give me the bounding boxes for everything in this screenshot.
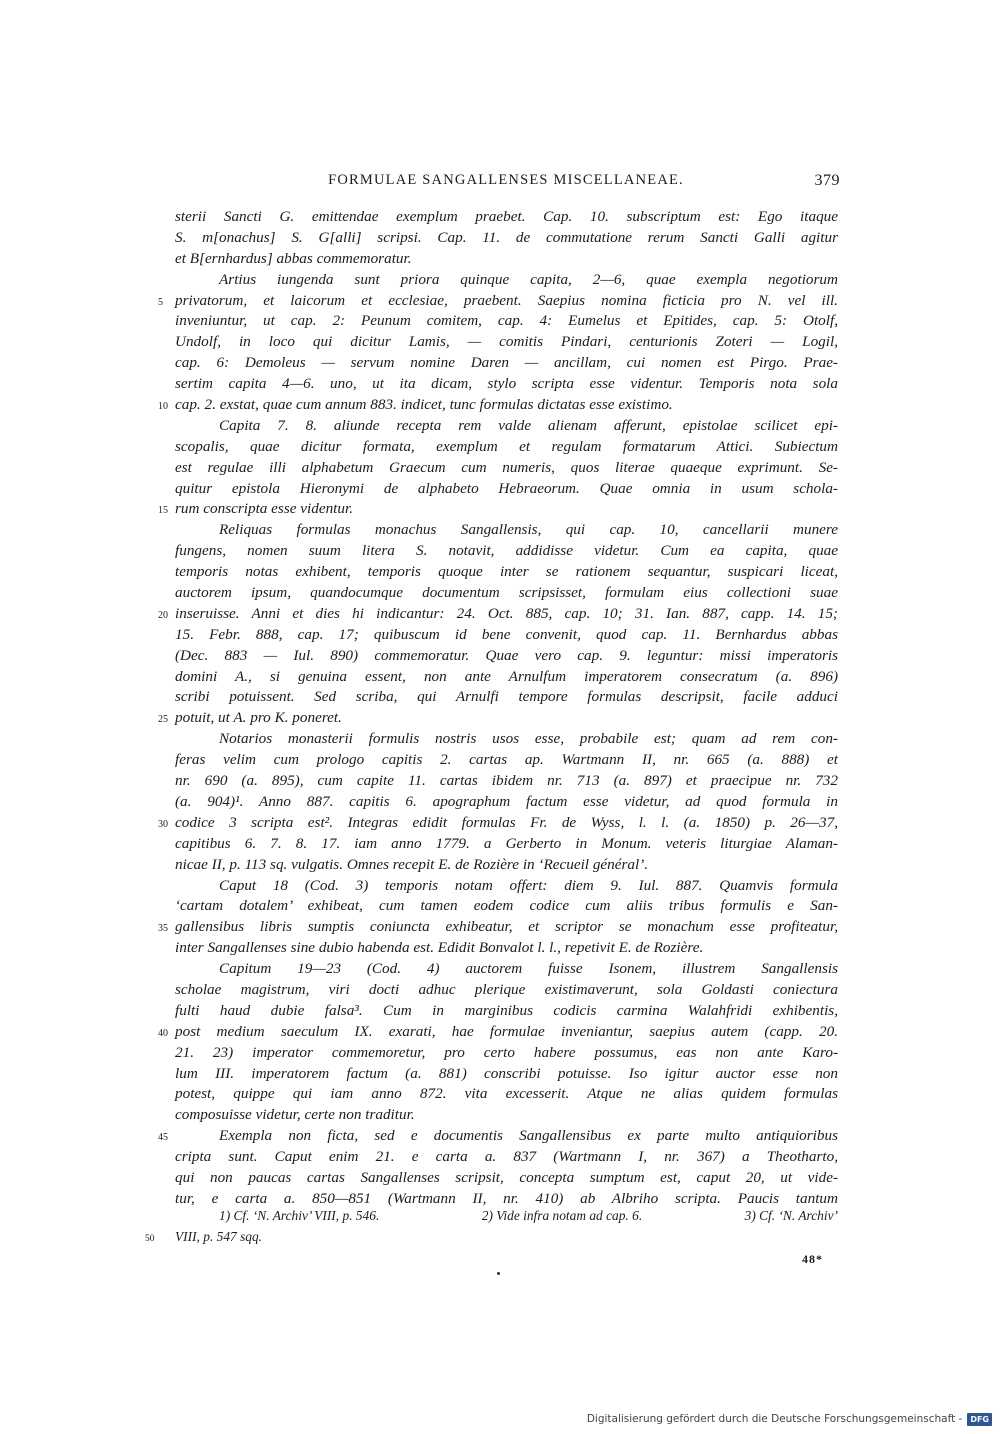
- running-title: FORMULAE SANGALLENSES MISCELLANEAE.: [328, 172, 684, 188]
- line-text: inveniuntur, ut cap. 2: Peunum comitem, cap. 4: Eumelus et Epitides, cap. 5: Otolf,: [175, 312, 838, 330]
- line-text: scopalis, quae dicitur formata, exemplum et regulam formatarum Attici. Subiectum: [175, 437, 838, 455]
- line-text: domini A., si genuina essent, non ante Arnulfum imperatorem consecratum (a. 896): [175, 667, 838, 685]
- text-line: [175, 876, 838, 897]
- text-line: [175, 1168, 838, 1189]
- text-line: [175, 855, 838, 876]
- dfg-logo-icon[interactable]: DFG: [967, 1413, 992, 1426]
- line-text: quitur epistola Hieronymi de alphabeto Hebraeorum. Quae omnia in usum schola-: [175, 479, 838, 497]
- line-text: feras velim cum prologo capitis 2. cartas ap. Wartmann II, nr. 665 (a. 888) et: [175, 751, 838, 769]
- text-line: [175, 374, 838, 395]
- line-text: Reliquas formulas monachus Sangallensis, qui cap. 10, cancellarii munere: [219, 521, 838, 539]
- line-text: inseruisse. Anni et dies hi indicantur: 24. Oct. 885, cap. 10; 31. Ian. 887, capp. 14. 15;: [175, 604, 838, 622]
- text-line: [175, 270, 838, 291]
- footnote-2: 2) Vide infra notam ad cap. 6.: [481, 1208, 643, 1223]
- text-line: [175, 646, 838, 667]
- line-text: Exempla non ficta, sed e documentis Sangallensibus ex parte multo antiquioribus: [219, 1127, 838, 1145]
- text-line: [175, 771, 838, 792]
- line-text: fungens, nomen suum litera S. notavit, addidisse videtur. Cum ea capita, quae: [175, 542, 838, 560]
- text-line: [158, 1126, 838, 1147]
- text-line: [175, 792, 838, 813]
- text-line: [175, 980, 838, 1001]
- line-text: est regulae illi alphabetum Graecum cum numeris, quos literae quaeque exprimunt. Se-: [175, 458, 838, 476]
- text-line: [175, 479, 838, 500]
- text-line: [175, 687, 838, 708]
- text-line: [175, 583, 838, 604]
- text-line: [158, 604, 838, 625]
- line-text: tur, e carta a. 850—851 (Wartmann II, nr. 410) ab Albriho scripta. Paucis tantum: [175, 1189, 838, 1207]
- line-text: temporis notas exhibent, temporis quoque inter se rationem sequantur, suspicari liceat,: [175, 563, 838, 581]
- text-line: [175, 207, 838, 228]
- text-line: [175, 1084, 838, 1105]
- text-line: [175, 625, 838, 646]
- text-line: [175, 332, 838, 353]
- line-text: nicae II, p. 113 sq. vulgatis. Omnes recepit E. de Rozière in ‘Recueil général’.: [175, 855, 649, 873]
- line-text: et B[ernhardus] abbas commemoratur.: [175, 249, 412, 267]
- text-line: [175, 729, 838, 750]
- line-text: sterii Sancti G. emittendae exemplum praebet. Cap. 10. subscriptum est: Ego itaque: [175, 208, 838, 225]
- text-line: [175, 667, 838, 688]
- text-line: [158, 813, 838, 834]
- text-line: [175, 750, 838, 771]
- line-text: Artius iungenda sunt priora quinque capita, 2—6, quae exempla negotiorum: [219, 270, 838, 288]
- text-line: [175, 896, 838, 917]
- line-text: codice 3 scripta est². Integras edidit formulas Fr. de Wyss, l. l. (a. 1850) p. 26—37,: [175, 813, 838, 831]
- footnotes: [145, 1205, 838, 1247]
- digitization-text: Digitalisierung gefördert durch die Deutsche Forschungsgemeinschaft -: [586, 1413, 963, 1425]
- line-number: 25: [158, 714, 168, 726]
- text-line: [175, 1001, 838, 1022]
- text-line: [175, 249, 838, 270]
- line-text: capitibus 6. 7. 8. 17. iam anno 1779. a Gerberto in Monum. veteris liturgiae Alaman-: [175, 834, 838, 852]
- line-number: 15: [158, 505, 168, 517]
- text-line: [175, 834, 838, 855]
- line-text: auctorem ipsum, quandocumque documentum scripsisset, formulam eius collectioni suae: [175, 584, 838, 602]
- text-line: [158, 1022, 838, 1043]
- line-number: 5: [158, 296, 163, 308]
- footnote-row: [175, 1205, 838, 1226]
- line-text: privatorum, et laicorum et ecclesiae, praebent. Saepius nomina ficticia pro N. vel ill.: [175, 291, 838, 309]
- line-text: rum conscripta esse videntur.: [175, 500, 354, 518]
- line-text: inter Sangallenses sine dubio habenda est. Edidit Bonvalot l. l., repetivit E. de Rozière.: [175, 939, 704, 957]
- line-text: scholae magistrum, viri docti adhuc plerique existimaverunt, sola Goldasti coniectura: [175, 980, 838, 998]
- text-line: [175, 1043, 838, 1064]
- line-text: S. m[onachus] S. G[alli] scripsi. Cap. 11. de commutatione rerum Sancti Galli agitur: [175, 228, 838, 246]
- footnote-3: 3) Cf. ‘N. Archiv’: [744, 1208, 838, 1223]
- signature-mark: 48*: [802, 1252, 823, 1266]
- line-text: (Dec. 883 — Iul. 890) commemoratur. Quae vero cap. 9. leguntur: missi imperatoris: [175, 646, 838, 664]
- line-text: nr. 690 (a. 895), cum capite 11. cartas ibidem nr. 713 (a. 897) et praecipue nr. 732: [175, 772, 838, 790]
- text-line: [175, 562, 838, 583]
- text-line: [158, 499, 838, 520]
- text-line: [158, 708, 838, 729]
- line-text: Undolf, in loco qui dicitur Lamis, — comitis Pindari, centurionis Zoteri — Logil,: [175, 333, 838, 351]
- text-line: [175, 520, 838, 541]
- text-line: [175, 416, 838, 437]
- line-number: 30: [158, 818, 168, 830]
- line-text: Capita 7. 8. aliunde recepta rem valde alienam afferunt, epistolae scilicet epi-: [219, 416, 838, 434]
- line-number: 40: [158, 1027, 168, 1039]
- line-text: 21. 23) imperator commemoretur, pro certo habere possumus, eas non ante Karo-: [175, 1043, 838, 1061]
- line-text: Caput 18 (Cod. 3) temporis notam offert: diem 9. Iul. 887. Quamvis formula: [219, 876, 838, 894]
- text-line: [175, 1064, 838, 1085]
- page-number: 379: [814, 172, 840, 189]
- line-text: 15. Febr. 888, cap. 17; quibuscum id bene convenit, quod cap. 11. Bernhardus abbas: [175, 625, 838, 643]
- text-line: [175, 541, 838, 562]
- text-line: [175, 353, 838, 374]
- footnote-3-continuation: VIII, p. 547 sqq.: [175, 1229, 263, 1244]
- line-number: 50: [145, 1234, 155, 1244]
- line-text: cap. 6: Demoleus — servum nomine Daren — ancillam, cui nomen est Pirgo. Prae-: [175, 354, 838, 372]
- footnote-1: 1) Cf. ‘N. Archiv’ VIII, p. 546.: [219, 1208, 380, 1223]
- line-number: 10: [158, 401, 168, 413]
- text-line: [175, 938, 838, 959]
- line-text: (a. 904)¹. Anno 887. capitis 6. apographum factum esse videtur, ad quod formula in: [175, 792, 838, 810]
- text-line: [175, 437, 838, 458]
- footnote-continuation: [145, 1226, 838, 1247]
- line-text: cap. 2. exstat, quae cum annum 883. indicet, tunc formulas dictatas esse existimo.: [175, 396, 673, 414]
- text-line: [175, 458, 838, 479]
- line-text: scribi potuissent. Sed scriba, qui Arnulfi tempore formulas descripsit, facile adduci: [175, 688, 838, 706]
- line-number: 20: [158, 609, 168, 621]
- line-text: sertim capita 4—6. uno, ut ita dicam, stylo scripta esse videntur. Temporis nota sola: [175, 375, 838, 393]
- text-line: [175, 311, 838, 332]
- line-number: 35: [158, 923, 168, 935]
- text-line: [175, 1147, 838, 1168]
- line-text: composuisse videtur, certe non traditur.: [175, 1106, 415, 1124]
- line-text: fulti haud dubie falsa³. Cum in marginibus codicis carmina Walahfridi exhibentis,: [175, 1001, 838, 1019]
- running-head: [172, 172, 840, 196]
- text-line: [175, 959, 838, 980]
- line-text: Capitum 19—23 (Cod. 4) auctorem fuisse Isonem, illustrem Sangallensis: [219, 960, 838, 978]
- line-text: potest, quippe qui iam anno 872. vita excesserit. Atque ne alias quidem formulas: [175, 1085, 838, 1103]
- line-text: ‘cartam dotalem’ exhibeat, cum tamen eodem codice cum aliis tribus formulis e San-: [175, 897, 838, 915]
- line-text: post medium saeculum IX. exarati, hae formulae inveniantur, saepius autem (capp. 20.: [175, 1022, 838, 1040]
- text-line: [158, 291, 838, 312]
- line-text: potuit, ut A. pro K. poneret.: [175, 709, 342, 727]
- line-text: Notarios monasterii formulis nostris usos esse, probabile est; quam ad rem con-: [219, 730, 838, 748]
- line-text: qui non paucas cartas Sangallenses scripsit, concepta sumptum est, caput 20, ut vide-: [175, 1168, 838, 1186]
- line-text: lum III. imperatorem factum (a. 881) conscribi potuisse. Iso igitur auctor esse non: [175, 1064, 838, 1082]
- text-line: [158, 395, 838, 416]
- print-dot: [497, 1272, 500, 1275]
- text-line: [175, 228, 838, 249]
- body-text: [158, 207, 838, 1210]
- text-line: [175, 1105, 838, 1126]
- digitization-footer: [587, 1411, 992, 1427]
- line-text: cripta sunt. Caput enim 21. e carta a. 837 (Wartmann I, nr. 367) a Theotharto,: [175, 1148, 838, 1166]
- text-line: [158, 917, 838, 938]
- line-text: gallensibus libris sumptis coniuncta exhibeatur, et scriptor se monachum esse profiteatur,: [175, 918, 838, 936]
- line-number: 45: [158, 1132, 168, 1144]
